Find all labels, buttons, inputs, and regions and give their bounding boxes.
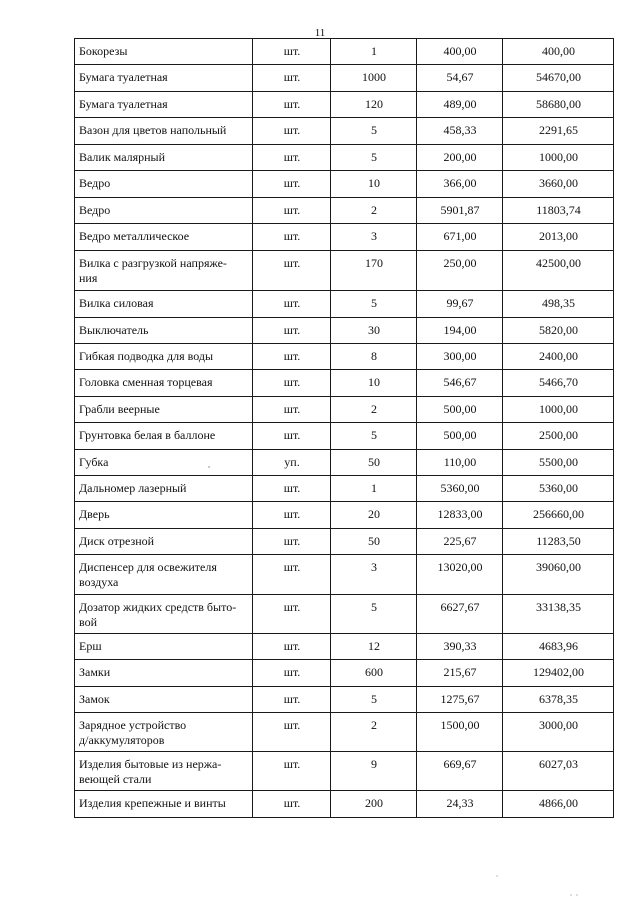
table-row	[75, 370, 614, 397]
table-row	[75, 65, 614, 92]
table-row	[75, 171, 614, 198]
cell-unit: уп.	[253, 450, 331, 476]
table-row	[75, 660, 614, 687]
cell-qty: 3	[331, 224, 417, 251]
table-row	[75, 555, 614, 595]
cell-total: 11803,74	[503, 198, 614, 224]
cell-unit: шт.	[253, 92, 331, 118]
cell-price: 500,00	[417, 397, 503, 423]
cell-qty: 1000	[331, 65, 417, 92]
cell-qty: 1	[331, 476, 417, 502]
cell-name: Губка	[75, 450, 253, 476]
cell-name: Ведро	[75, 198, 253, 224]
cell-price: 671,00	[417, 224, 503, 251]
cell-price: 215,67	[417, 660, 503, 687]
table-row	[75, 687, 614, 713]
cell-total: 400,00	[503, 39, 614, 65]
cell-qty: 9	[331, 752, 417, 791]
cell-price: 24,33	[417, 791, 503, 818]
cell-price: 390,33	[417, 634, 503, 660]
cell-name: Вазон для цветов напольный	[75, 118, 253, 145]
cell-total: 33138,35	[503, 595, 614, 634]
inventory-table	[74, 38, 614, 818]
cell-price: 489,00	[417, 92, 503, 118]
cell-unit: шт.	[253, 502, 331, 529]
cell-unit: шт.	[253, 595, 331, 634]
cell-qty: 8	[331, 344, 417, 370]
cell-total: 2400,00	[503, 344, 614, 370]
cell-unit: шт.	[253, 423, 331, 450]
cell-unit: шт.	[253, 118, 331, 145]
cell-total: 11283,50	[503, 529, 614, 555]
cell-total: 4683,96	[503, 634, 614, 660]
cell-qty: 50	[331, 450, 417, 476]
cell-qty: 5	[331, 687, 417, 713]
cell-total: 129402,00	[503, 660, 614, 687]
cell-total: 3000,00	[503, 713, 614, 752]
cell-name: Дальномер лазерный	[75, 476, 253, 502]
table-row	[75, 476, 614, 502]
cell-qty: 2	[331, 198, 417, 224]
cell-name: Изделия крепежные и винты	[75, 791, 253, 818]
cell-name: Замки	[75, 660, 253, 687]
cell-unit: шт.	[253, 224, 331, 251]
cell-name: Бумага туалетная	[75, 92, 253, 118]
cell-price: 546,67	[417, 370, 503, 397]
cell-qty: 120	[331, 92, 417, 118]
cell-name: Зарядное устройство д/аккумуляторов	[75, 713, 253, 752]
cell-total: 6378,35	[503, 687, 614, 713]
cell-name: Замок	[75, 687, 253, 713]
cell-total: 6027,03	[503, 752, 614, 791]
cell-total: 54670,00	[503, 65, 614, 92]
cell-name: Головка сменная торцевая	[75, 370, 253, 397]
cell-total: 1000,00	[503, 145, 614, 171]
table-row	[75, 450, 614, 476]
cell-qty: 5	[331, 118, 417, 145]
cell-price: 669,67	[417, 752, 503, 791]
cell-unit: шт.	[253, 660, 331, 687]
table-row	[75, 529, 614, 555]
table-row	[75, 224, 614, 251]
cell-price: 366,00	[417, 171, 503, 198]
table-row	[75, 318, 614, 344]
cell-name: Ведро	[75, 171, 253, 198]
cell-price: 12833,00	[417, 502, 503, 529]
cell-total: 5360,00	[503, 476, 614, 502]
cell-price: 5901,87	[417, 198, 503, 224]
cell-price: 458,33	[417, 118, 503, 145]
cell-unit: шт.	[253, 555, 331, 595]
cell-total: 256660,00	[503, 502, 614, 529]
cell-unit: шт.	[253, 65, 331, 92]
cell-price: 400,00	[417, 39, 503, 65]
cell-name: Грабли веерные	[75, 397, 253, 423]
table-row	[75, 92, 614, 118]
cell-unit: шт.	[253, 370, 331, 397]
inventory-table-body	[75, 39, 614, 818]
cell-total: 5466,70	[503, 370, 614, 397]
cell-total: 2500,00	[503, 423, 614, 450]
cell-price: 250,00	[417, 251, 503, 291]
scan-speck	[496, 875, 497, 876]
cell-unit: шт.	[253, 634, 331, 660]
table-row	[75, 198, 614, 224]
cell-qty: 30	[331, 318, 417, 344]
cell-price: 5360,00	[417, 476, 503, 502]
cell-price: 99,67	[417, 291, 503, 318]
cell-name: Грунтовка белая в баллоне	[75, 423, 253, 450]
cell-price: 54,67	[417, 65, 503, 92]
cell-total: 5820,00	[503, 318, 614, 344]
table-row	[75, 752, 614, 791]
cell-name: Бокорезы	[75, 39, 253, 65]
table-row	[75, 291, 614, 318]
cell-qty: 200	[331, 791, 417, 818]
cell-unit: шт.	[253, 397, 331, 423]
cell-unit: шт.	[253, 39, 331, 65]
cell-price: 300,00	[417, 344, 503, 370]
cell-qty: 5	[331, 423, 417, 450]
cell-qty: 12	[331, 634, 417, 660]
cell-name: Дверь	[75, 502, 253, 529]
cell-qty: 2	[331, 713, 417, 752]
cell-unit: шт.	[253, 713, 331, 752]
cell-name: Бумага туалетная	[75, 65, 253, 92]
cell-name: Вилка с разгрузкой напряже- ния	[75, 251, 253, 291]
table-row	[75, 251, 614, 291]
cell-price: 6627,67	[417, 595, 503, 634]
cell-qty: 5	[331, 595, 417, 634]
table-row	[75, 397, 614, 423]
cell-qty: 170	[331, 251, 417, 291]
table-row	[75, 791, 614, 818]
cell-qty: 600	[331, 660, 417, 687]
cell-price: 13020,00	[417, 555, 503, 595]
cell-unit: шт.	[253, 198, 331, 224]
cell-qty: 20	[331, 502, 417, 529]
table-row	[75, 502, 614, 529]
cell-unit: шт.	[253, 529, 331, 555]
table-row	[75, 595, 614, 634]
cell-price: 1500,00	[417, 713, 503, 752]
cell-qty: 10	[331, 171, 417, 198]
cell-price: 110,00	[417, 450, 503, 476]
cell-total: 4866,00	[503, 791, 614, 818]
cell-qty: 50	[331, 529, 417, 555]
scan-speck	[570, 894, 571, 895]
cell-total: 3660,00	[503, 171, 614, 198]
table-row	[75, 634, 614, 660]
cell-name: Дозатор жидких средств быто- вой	[75, 595, 253, 634]
cell-unit: шт.	[253, 145, 331, 171]
cell-price: 194,00	[417, 318, 503, 344]
page-number: 11	[314, 27, 326, 39]
cell-qty: 5	[331, 145, 417, 171]
cell-unit: шт.	[253, 171, 331, 198]
cell-name: Ведро металлическое	[75, 224, 253, 251]
cell-unit: шт.	[253, 344, 331, 370]
cell-total: 2291,65	[503, 118, 614, 145]
cell-unit: шт.	[253, 318, 331, 344]
table-row	[75, 145, 614, 171]
cell-qty: 2	[331, 397, 417, 423]
table-row	[75, 344, 614, 370]
cell-unit: шт.	[253, 251, 331, 291]
cell-total: 42500,00	[503, 251, 614, 291]
cell-name: Изделия бытовые из нержа- веющей стали	[75, 752, 253, 791]
cell-name: Ерш	[75, 634, 253, 660]
cell-total: 39060,00	[503, 555, 614, 595]
cell-unit: шт.	[253, 752, 331, 791]
cell-price: 500,00	[417, 423, 503, 450]
cell-qty: 1	[331, 39, 417, 65]
scan-speck	[576, 894, 577, 895]
cell-name: Выключатель	[75, 318, 253, 344]
cell-unit: шт.	[253, 476, 331, 502]
cell-total: 58680,00	[503, 92, 614, 118]
table-row	[75, 118, 614, 145]
cell-qty: 5	[331, 291, 417, 318]
cell-price: 225,67	[417, 529, 503, 555]
table-row	[75, 713, 614, 752]
cell-total: 498,35	[503, 291, 614, 318]
cell-total: 1000,00	[503, 397, 614, 423]
cell-price: 1275,67	[417, 687, 503, 713]
cell-name: Валик малярный	[75, 145, 253, 171]
cell-unit: шт.	[253, 791, 331, 818]
cell-qty: 10	[331, 370, 417, 397]
cell-name: Диск отрезной	[75, 529, 253, 555]
cell-unit: шт.	[253, 687, 331, 713]
cell-qty: 3	[331, 555, 417, 595]
cell-name: Диспенсер для освежителя воздуха	[75, 555, 253, 595]
cell-total: 5500,00	[503, 450, 614, 476]
cell-price: 200,00	[417, 145, 503, 171]
cell-unit: шт.	[253, 291, 331, 318]
cell-total: 2013,00	[503, 224, 614, 251]
table-row	[75, 423, 614, 450]
cell-name: Гибкая подводка для воды	[75, 344, 253, 370]
cell-name: Вилка силовая	[75, 291, 253, 318]
table-row	[75, 39, 614, 65]
